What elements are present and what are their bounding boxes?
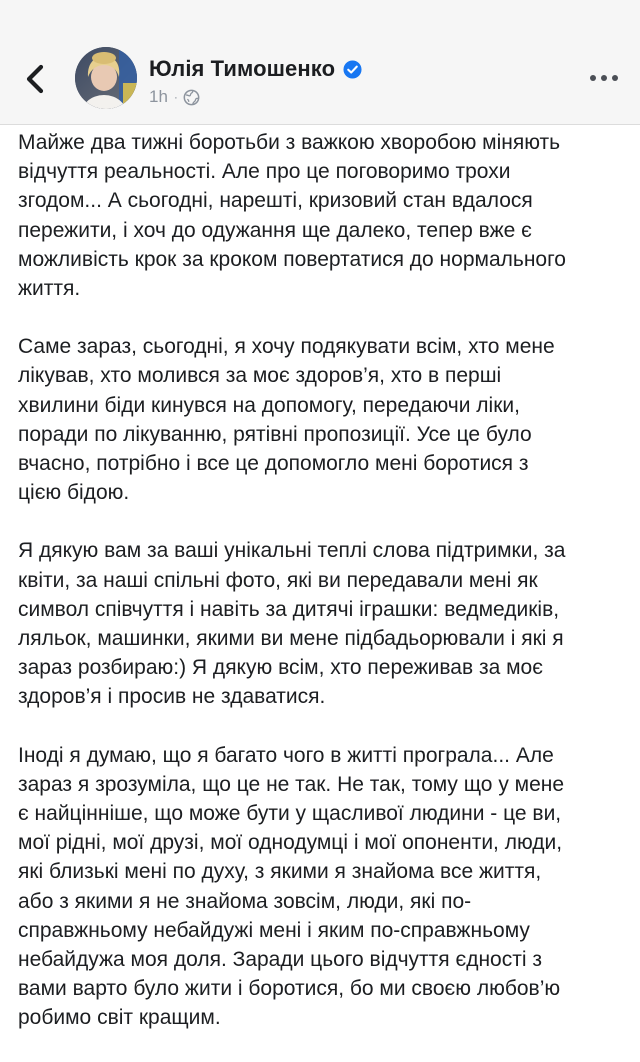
more-horizontal-icon-dot [590,75,596,81]
meta-separator: · [173,90,178,104]
more-options-button[interactable] [590,68,618,88]
more-horizontal-icon-dot [601,75,607,81]
post-paragraph-1: Майже два тижні боротьби з важкою хворобою міняють відчуття реальності. Але про це поговоримо трохи згодом... А сьогодні, нарешті, кризовий стан вдалося пережити, і хоч до одужання ще далеко, тепер вже є можливість крок за кроком повертатися до нормального життя. [18,131,566,301]
author-row [149,54,362,84]
post-paragraph-4: Іноді я думаю, що я багато чого в житті програла... Але зараз я зрозуміла, що це не так. Не так, тому що у мене є найцінніше, що може бути у щасливої людини - це ви, мої рідні, мої друзі, мої однодумці і мої опоненти, люди, які близькі мені по духу, з якими я знайома все життя, або з якими я не знайома зовсім, люди, які по- справжньому небайдужі мені і яким по-справжньому небайдужа моя доля. Заради цього відчуття єдності з вами варто було жити і боротися, бо ми своєю любов’ю робимо світ кращим. [18,743,565,1030]
timestamp[interactable]: 1h [149,87,168,106]
post-meta [149,86,200,108]
author-name[interactable]: Юлія Тимошенко [149,56,336,81]
post-paragraph-2: Саме зараз, сьогодні, я хочу подякувати всім, хто мене лікував, хто молився за моє здоров’я, хто в перші хвилини біди кинувся на допомогу, передаючи ліки, поради по лікуванню, рятівні пропозиції. Усе це було вчасно, потрібно і все це допомогло мені боротися з цією бідою. [18,335,555,505]
post-header [0,0,640,125]
chevron-left-icon [24,64,46,94]
back-button[interactable] [18,60,52,98]
profile-photo [75,47,137,109]
more-horizontal-icon-dot [612,75,618,81]
verified-badge-icon [343,60,362,79]
avatar[interactable] [75,47,137,109]
post-paragraph-3: Я дякую вам за ваші унікальні теплі слова підтримки, за квіти, за наші спільні фото, які ви передавали мені як символ співчуття і навіть за дитячі іграшки: ведмедиків, ляльок, машинки, якими ви мене підбадьорювали і які я зараз розбираю:) Я дякую всім, хто переживав за моє здоров’я і просив не здаватися. [18,539,566,709]
post-text [18,128,630,1062]
globe-icon[interactable] [183,89,200,106]
